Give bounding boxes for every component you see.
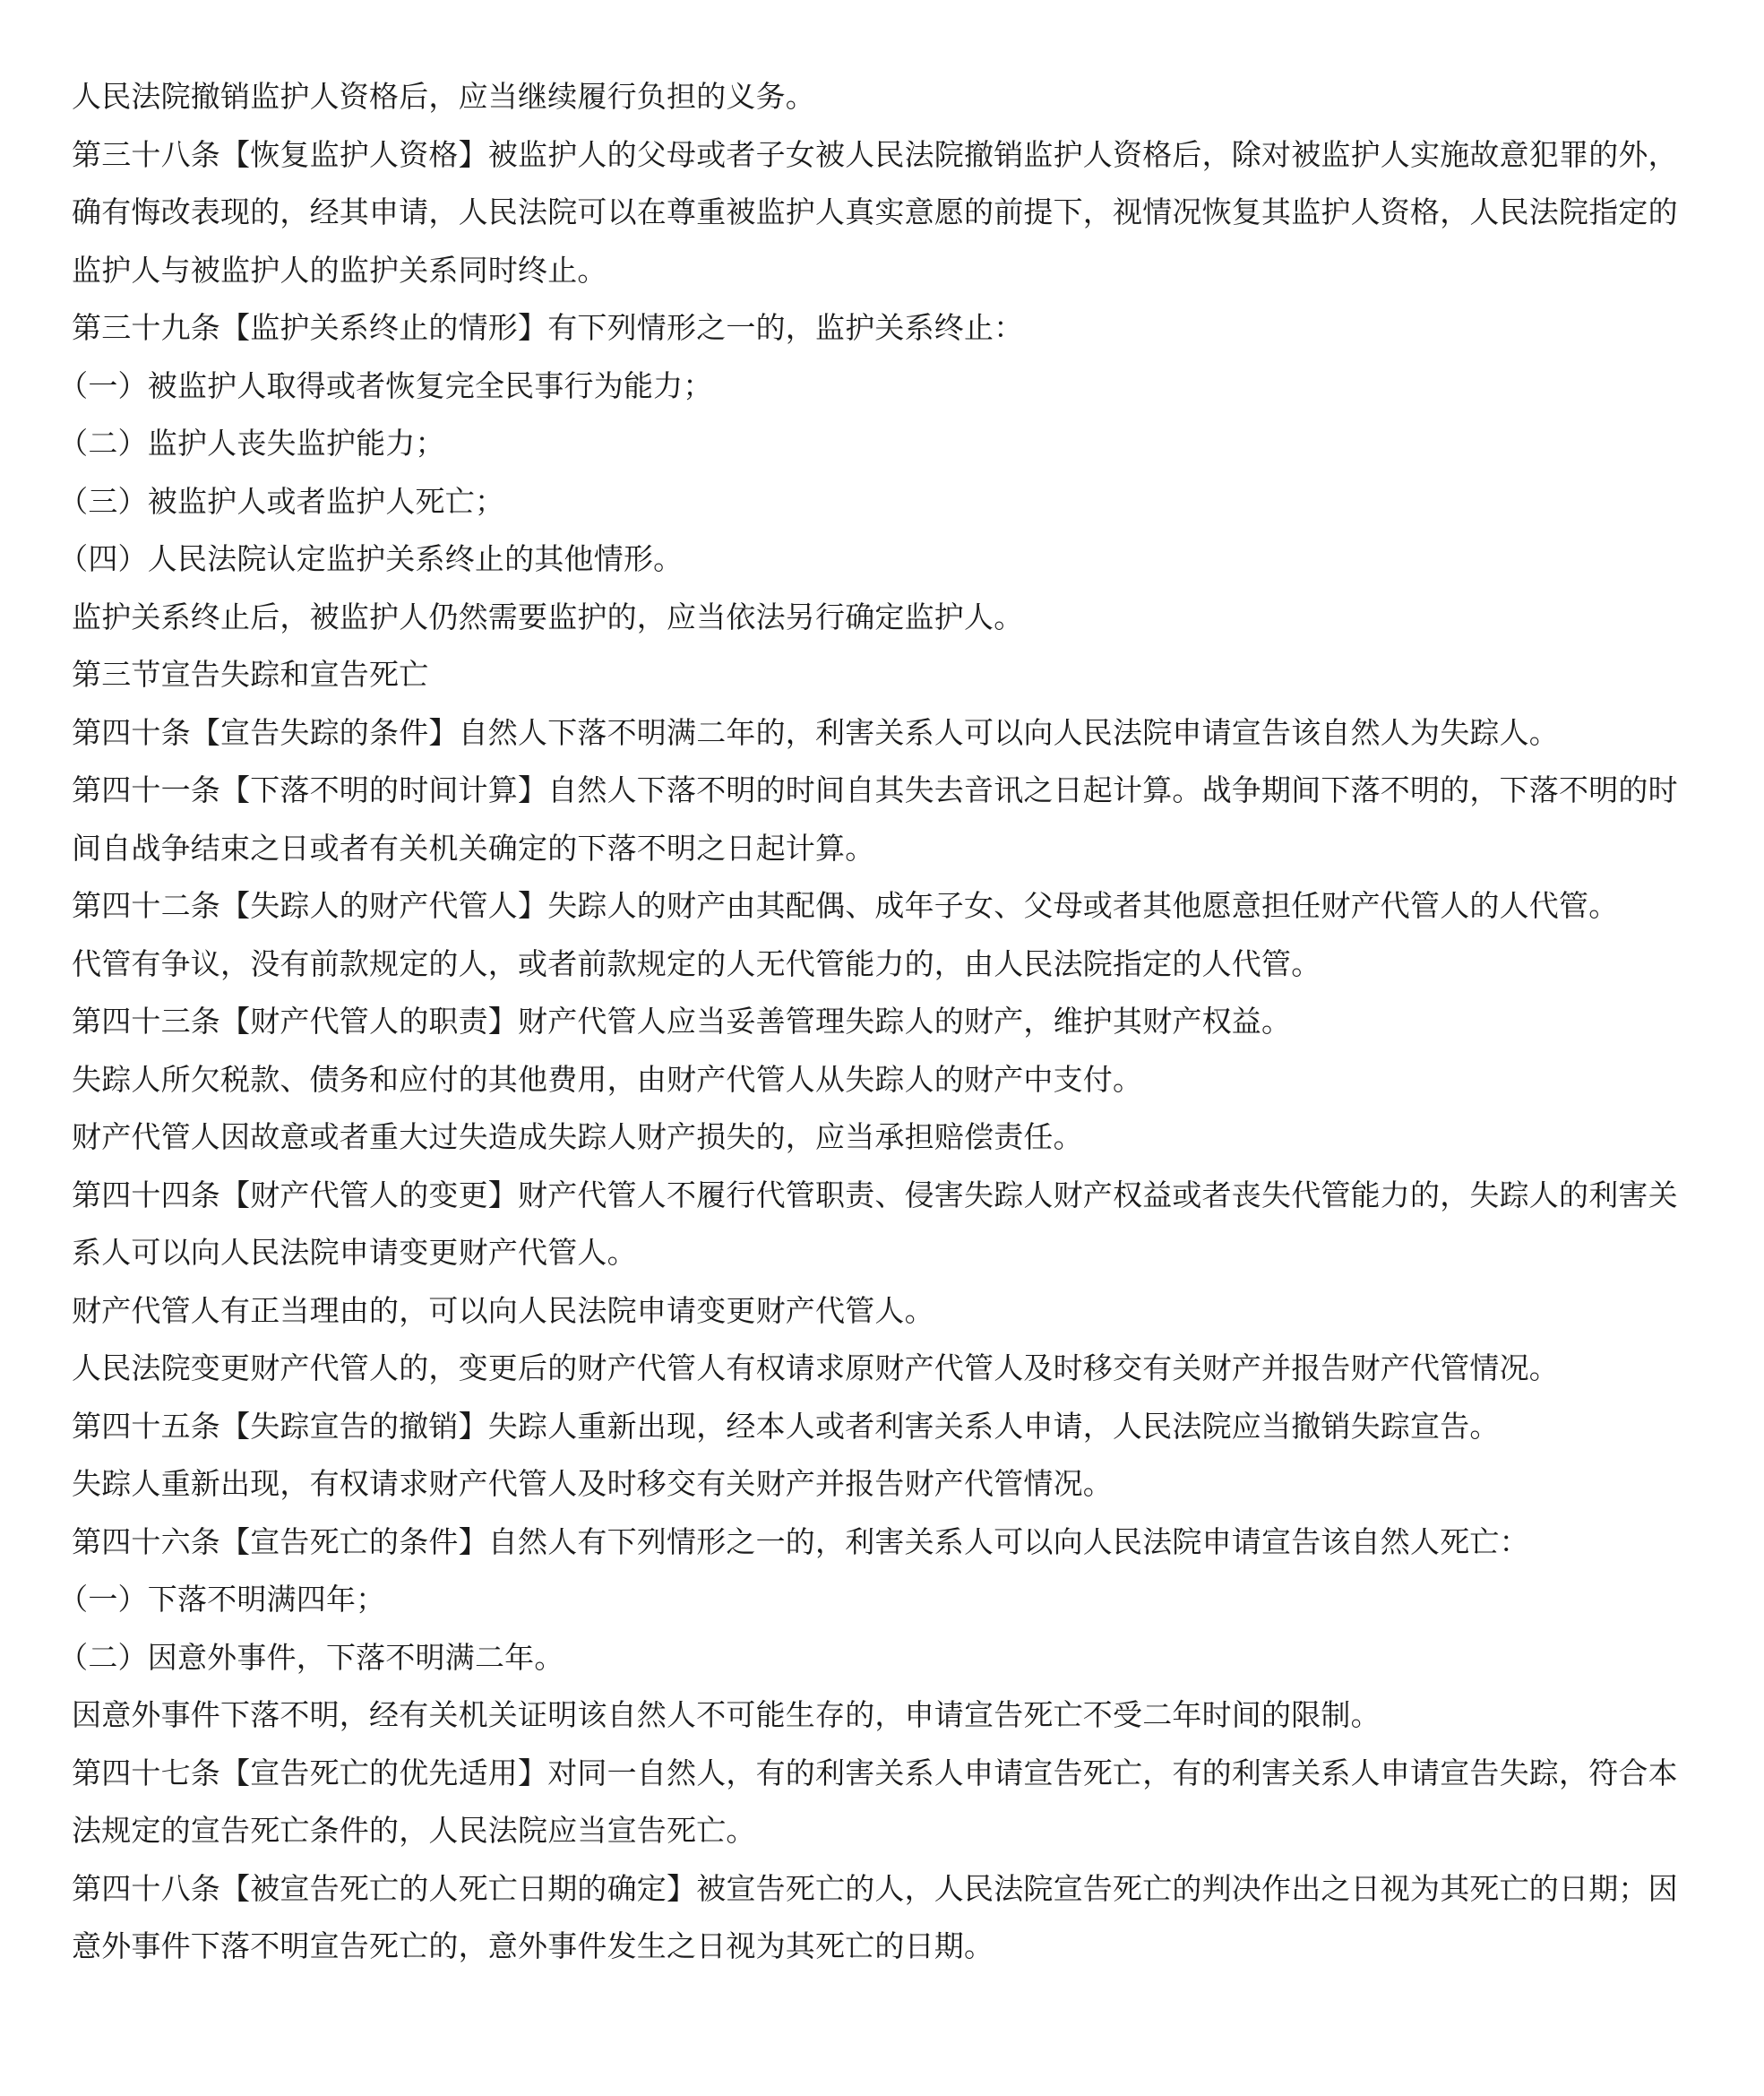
article-46: 第四十六条【宣告死亡的条件】自然人有下列情形之一的，利害关系人可以向人民法院申请宣告该自然人死亡： [72, 1523, 1529, 1559]
article-44: 第四十四条【财产代管人的变更】财产代管人不履行代管职责、侵害失踪人财产权益或者丧失代管能力的，失踪人的利害关系人可以向人民法院申请变更财产代管人。 [72, 1177, 1678, 1270]
article-38: 第三十八条【恢复监护人资格】被监护人的父母或者子女被人民法院撤销监护人资格后，除对被监护人实施故意犯罪的外，确有悔改表现的，经其申请，人民法院可以在尊重被监护人真实意愿的前提下，视情况恢复其监护人资格，人民法院指定的监护人与被监护人的监护关系同时终止。 [72, 136, 1678, 288]
article-45-clause-2: 失踪人重新出现，有权请求财产代管人及时移交有关财产并报告财产代管情况。 [72, 1466, 1113, 1501]
document-body [58, 68, 1702, 1976]
article-42: 第四十二条【失踪人的财产代管人】失踪人的财产由其配偶、成年子女、父母或者其他愿意担任财产代管人的人代管。 [72, 888, 1619, 923]
article-44-clause-3: 人民法院变更财产代管人的，变更后的财产代管人有权请求原财产代管人及时移交有关财产并报告财产代管情况。 [72, 1350, 1559, 1385]
article-43-clause-2: 失踪人所欠税款、债务和应付的其他费用，由财产代管人从失踪人的财产中支付。 [72, 1061, 1143, 1097]
article-41: 第四十一条【下落不明的时间计算】自然人下落不明的时间自其失去音讯之日起计算。战争期间下落不明的，下落不明的时间自战争结束之日或者有关机关确定的下落不明之日起计算。 [72, 772, 1678, 866]
article-39-item-4: （四）人民法院认定监护关系终止的其他情形。 [58, 541, 684, 576]
article-46-item-1: （一）下落不明满四年； [58, 1582, 386, 1617]
article-43: 第四十三条【财产代管人的职责】财产代管人应当妥善管理失踪人的财产，维护其财产权益。 [72, 1004, 1292, 1039]
article-47: 第四十七条【宣告死亡的优先适用】对同一自然人，有的利害关系人申请宣告死亡，有的利害关系人申请宣告失踪，符合本法规定的宣告死亡条件的，人民法院应当宣告死亡。 [72, 1755, 1678, 1848]
article-46-clause-2: 因意外事件下落不明，经有关机关证明该自然人不可能生存的，申请宣告死亡不受二年时间的限制。 [72, 1697, 1381, 1732]
article-39-item-2: （二）监护人丧失监护能力； [58, 426, 445, 461]
article-39-item-3: （三）被监护人或者监护人死亡； [58, 483, 505, 519]
article-43-clause-3: 财产代管人因故意或者重大过失造成失踪人财产损失的，应当承担赔偿责任。 [72, 1119, 1083, 1154]
article-39-clause-2: 监护关系终止后，被监护人仍然需要监护的，应当依法另行确定监护人。 [72, 599, 1024, 634]
article-39: 第三十九条【监护关系终止的情形】有下列情形之一的，监护关系终止： [72, 310, 1024, 345]
article-44-clause-2: 财产代管人有正当理由的，可以向人民法院申请变更财产代管人。 [72, 1292, 934, 1328]
article-46-item-2: （二）因意外事件，下落不明满二年。 [58, 1639, 564, 1675]
article-48: 第四十八条【被宣告死亡的人死亡日期的确定】被宣告死亡的人，人民法院宣告死亡的判决作出之日视为其死亡的日期；因意外事件下落不明宣告死亡的，意外事件发生之日视为其死亡的日期。 [72, 1870, 1678, 1963]
paragraph-continuation: 人民法院撤销监护人资格后，应当继续履行负担的义务。 [72, 79, 815, 114]
article-40: 第四十条【宣告失踪的条件】自然人下落不明满二年的，利害关系人可以向人民法院申请宣告该自然人为失踪人。 [72, 714, 1559, 750]
article-45: 第四十五条【失踪宣告的撤销】失踪人重新出现，经本人或者利害关系人申请，人民法院应当撤销失踪宣告。 [72, 1408, 1500, 1444]
article-39-item-1: （一）被监护人取得或者恢复完全民事行为能力； [58, 367, 713, 403]
article-42-clause-2: 代管有争议，没有前款规定的人，或者前款规定的人无代管能力的，由人民法院指定的人代管。 [72, 945, 1321, 981]
section-heading: 第三节宣告失踪和宣告死亡 [72, 657, 429, 692]
